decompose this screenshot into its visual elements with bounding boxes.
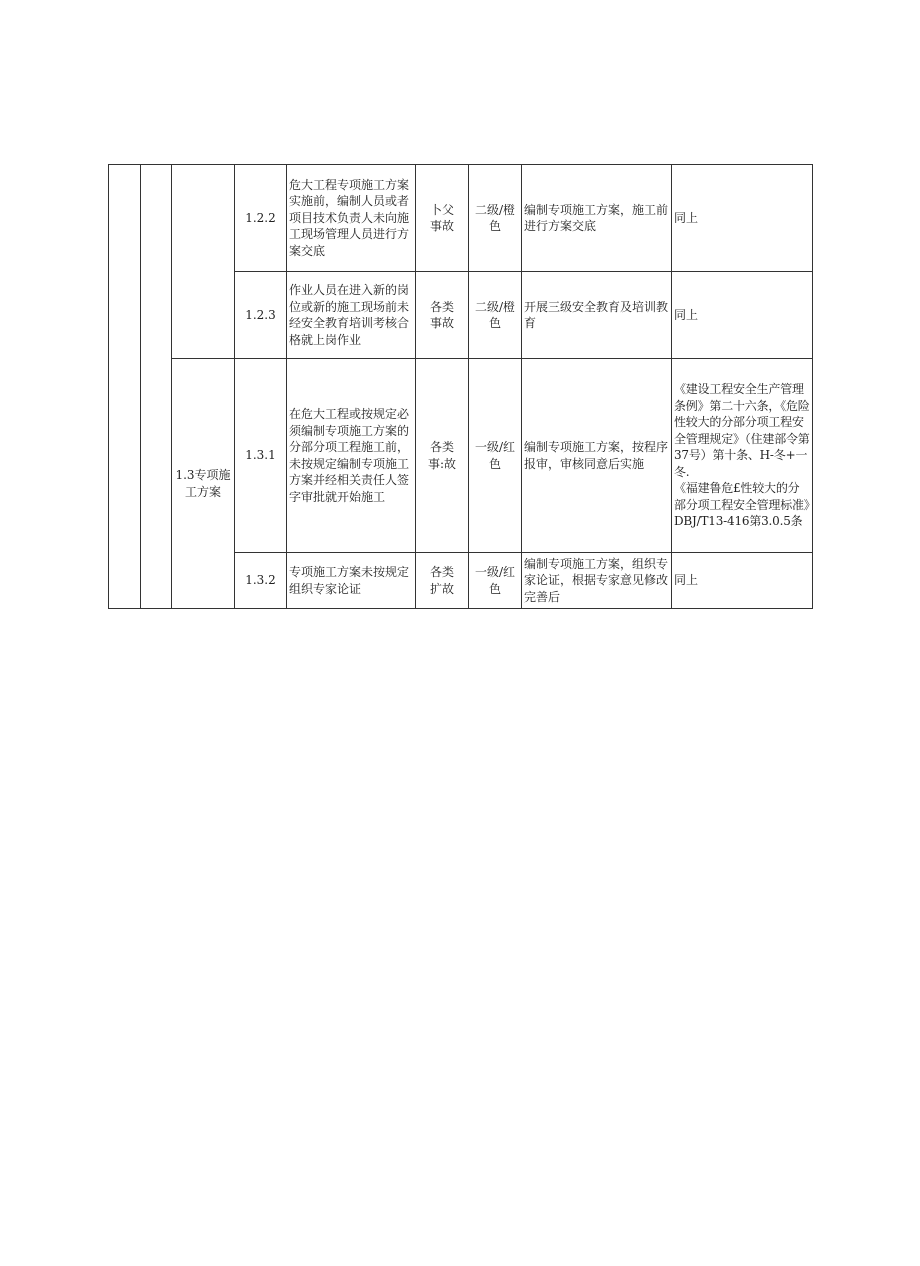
- legal-basis-text: 同上: [674, 307, 699, 322]
- accident-type-text: 卜父 事故: [429, 202, 454, 233]
- hazard-description-text: 危大工程专项施工方案实施前，编制人员或者项目技术负责人未向施工现场管理人员进行方案交底: [289, 177, 410, 258]
- risk-level: [469, 165, 522, 272]
- control-measure-text: 开展三级安全教育及培训教育: [524, 299, 669, 330]
- table-row: [109, 359, 813, 553]
- hazard-description-text: 作业人员在进入新的岗位或新的施工现场前未经安全教育培训考核合格就上岗作业: [289, 283, 410, 347]
- risk-level-text: 一级/红 色: [474, 440, 516, 471]
- empty-level1-cell: [109, 165, 141, 609]
- hazard-description: [287, 359, 416, 553]
- risk-level-text: 二级/橙 色: [474, 202, 516, 233]
- legal-basis-text: 同上: [674, 573, 699, 588]
- legal-basis: [672, 272, 813, 359]
- legal-basis: [672, 359, 813, 553]
- risk-level: [469, 553, 522, 609]
- legal-basis-text: 《建设工程安全生产管理条例》第二十六条，《危险性较大的分部分项工程安全管理规定》（住建部令第37号）第十条、H-冬+一冬. 《福建鲁危£性较大的分部分项工程安全管理标准》DBJ/T13-416第3.0.5条: [674, 382, 810, 529]
- hazard-description-text: 在危大工程或按规定必须编制专项施工方案的分部分项工程施工前，未按规定编制专项施工方案并经相关责任人签字审批就开始施工: [289, 407, 410, 504]
- item-code: [235, 359, 287, 553]
- hazard-description: [287, 272, 416, 359]
- empty-category-cell: [172, 165, 235, 359]
- control-measure-text: 编制专项施工方案，按程序报审，审核同意后实施: [524, 440, 669, 471]
- accident-type-text: 各类 事:故: [427, 440, 457, 471]
- table-row: [109, 165, 813, 272]
- item-code-text: 1.2.2: [245, 210, 276, 225]
- legal-basis-text: 同上: [674, 210, 699, 225]
- legal-basis: [672, 165, 813, 272]
- hazard-description-text: 专项施工方案未按规定组织专家论证: [289, 565, 410, 596]
- hazard-description: [287, 165, 416, 272]
- accident-type: [416, 165, 469, 272]
- risk-level: [469, 272, 522, 359]
- accident-type: [416, 272, 469, 359]
- control-measure: [522, 165, 672, 272]
- hazard-table: [108, 164, 813, 609]
- control-measure: [522, 359, 672, 553]
- item-code-text: 1.3.2: [245, 573, 276, 588]
- item-code: [235, 165, 287, 272]
- item-code: [235, 272, 287, 359]
- accident-type-text: 各类 事故: [429, 299, 454, 330]
- hazard-description: [287, 553, 416, 609]
- category-label: 1.3专项施工方案: [175, 468, 231, 499]
- accident-type: [416, 359, 469, 553]
- risk-level-text: 二级/橙 色: [474, 299, 516, 330]
- risk-level-text: 一级/红 色: [474, 565, 516, 596]
- control-measure-text: 编制专项施工方案，施工前进行方案交底: [524, 202, 669, 233]
- accident-type-text: 各类 扩故: [429, 565, 454, 596]
- accident-type: [416, 553, 469, 609]
- item-code-text: 1.2.3: [245, 307, 276, 322]
- control-measure-text: 编制专项施工方案，组织专家论证，根据专家意见修改完善后: [524, 556, 669, 604]
- category-cell: [172, 359, 235, 609]
- risk-level: [469, 359, 522, 553]
- control-measure: [522, 553, 672, 609]
- legal-basis: [672, 553, 813, 609]
- item-code: [235, 553, 287, 609]
- control-measure: [522, 272, 672, 359]
- empty-level2-cell: [141, 165, 172, 609]
- item-code-text: 1.3.1: [245, 448, 276, 463]
